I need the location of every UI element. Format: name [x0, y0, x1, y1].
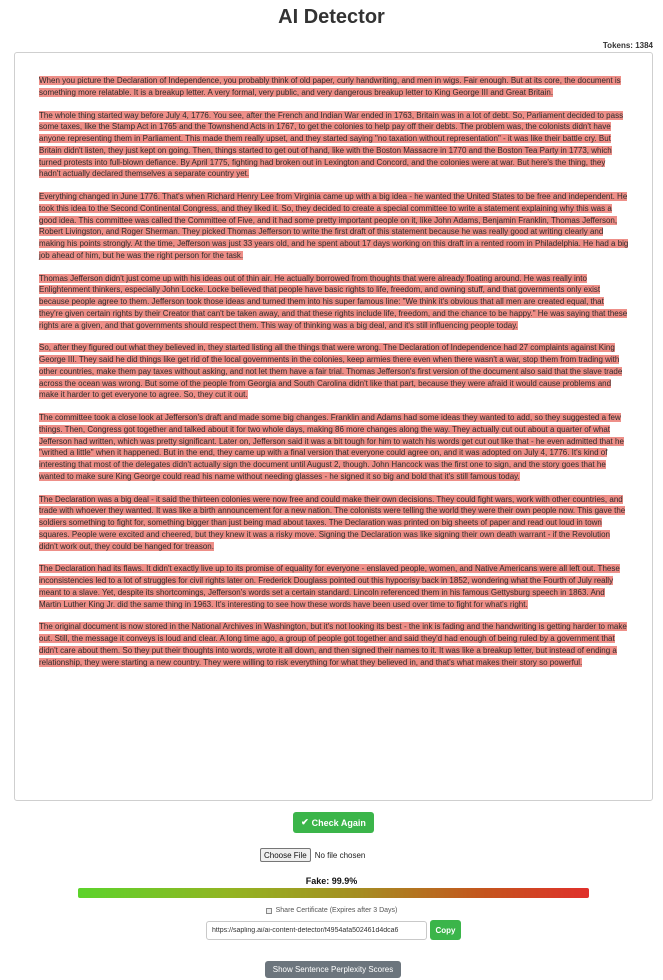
paragraph: [39, 621, 629, 668]
paragraph: [39, 563, 629, 610]
share-label: Share Certificate (Expires after 3 Days): [275, 907, 398, 914]
highlighted-text: When you picture the Declaration of Independence, you probably think of old paper, curly handwriting, and men in wigs. Fair enough. But at its core, the document is something more relatable. It is a breakup letter. A very formal, very public, and very dangerous breakup letter to King George III and Great Britain.: [39, 76, 621, 97]
file-upload: [260, 848, 365, 862]
highlighted-text: The original document is now stored in the National Archives in Washington, but it's not looking its best - the ink is fading and the handwriting is getting harder to make out. Still, the message it conveys is loud and clear. A long time ago, a group of people got together and said they'd had enough of being ruled by a government that didn't care about them. So they put their thoughts into words, wrote it all down, and then signed their names to it. It was like a breakup letter, but instead of ending a relationship, they were starting a new country. They were willing to risk everything for what they believed in, and that's what makes their story so powerful.: [39, 622, 627, 667]
page-title: AI Detector: [278, 6, 385, 28]
show-perplexity-button[interactable]: Show Sentence Perplexity Scores: [265, 961, 401, 978]
paragraph: [39, 75, 629, 99]
paragraph: [39, 273, 629, 332]
score-gradient-bar: [78, 888, 589, 898]
fake-score: Fake: 99.9%: [305, 876, 358, 886]
highlighted-text: Thomas Jefferson didn't just come up with his ideas out of thin air. He actually borrowed from thoughts that were already floating around. He was really into Enlightenment thinkers, especially John Locke. Locke believed that people have basic rights to life, freedom, and owning stuff, and that governments only exist because people agree to them. Jefferson took those ideas and turned them into his super famous line: "We think it's obvious that all men are created equal, that they're given certain rights by their Creator that can't be taken away, and that these rights include life, freedom, and the chance to be happy." He was saying that these rights are a given, and that governments should respect them. This way of thinking was a big deal, and it's still influencing people today.: [39, 273, 628, 330]
check-again-button[interactable]: [293, 812, 374, 833]
paragraph: [39, 110, 629, 181]
highlighted-text: The whole thing started way before July 4, 1776. You see, after the French and Indian War ended in 1763, Britain was in a lot of debt. So, Parliament decided to pass some taxes, like the Stamp Act in 1765 and the Townshend Acts in 1767, to get the colonies to help pay off their debts. The problem was, the colonists didn't have anyone representing them in Parliament. This made them really upset, and they started saying "no taxation without representation" - it was like their battle cry. But Britain didn't listen, they just kept on going. Then, things started to get out of hand, like with the Boston Massacre in 1770 and the Boston Tea Party in 1773, which turned protests into full-blown defiance. By April 1775, fighting had broken out in Lexington and Concord, and the colonies were at war. But here's the thing, they hadn't actually declared themselves a separate country yet.: [39, 110, 624, 179]
check-icon: ✔: [301, 817, 309, 827]
check-again-label: Check Again: [311, 817, 366, 828]
paragraph: [39, 412, 629, 483]
paragraph: [39, 494, 629, 553]
paragraph: [39, 191, 629, 262]
highlighted-text: The committee took a close look at Jefferson's draft and made some big changes. Franklin and Adams had some ideas they wanted to add, so they suggested a few things. Then, Congress got together and talked about it for two whole days, making 86 more changes along the way. They actually cut out about a quarter of what Jefferson had written, which was pretty significant. Later on, Jefferson said it was a bit tough for him to watch his words get cut out like that - he even admitted that he "writhed a little" when it happened. But in the end, they came up with a final version that everyone could agree on, and it was adopted on July 4, 1776. It's kind of interesting that most of the delegates didn't actually sign the document until August 2, though. John Hancock was the first one to sign, and the story goes that he wanted to make sure King George could read his name without needing glasses - he signed it so big and bold that it's still famous today.: [39, 413, 624, 481]
choose-file-button[interactable]: Choose File: [260, 848, 311, 862]
analyzed-text-box[interactable]: [14, 52, 653, 801]
share-certificate-row: [0, 907, 663, 914]
paragraph: [39, 342, 629, 401]
copy-button[interactable]: Copy: [430, 920, 461, 940]
highlighted-text: So, after they figured out what they believed in, they started listing all the things that were wrong. The Declaration of Independence had 27 complaints against King George III. They said he did things like get rid of the local governments in the colonies, keep armies there even when there wasn't a war, stop them from trading with other countries, make them pay taxes without asking, and not let them have a fair trial. Thomas Jefferson's first version of the document also said that the slave trade across the ocean was wrong. But some of the people from Georgia and South Carolina didn't like that part, because they were afraid it would cause problems and make it harder to get everyone to agree. So, they cut it out.: [39, 343, 623, 400]
highlighted-text: The Declaration was a big deal - it said the thirteen colonies were now free and could make their own decisions. They could fight wars, work with other countries, and trade with whoever they wanted. It was like a birth announcement for a new nation. The colonists were telling the world they were their own people now. This gave the soldiers something to fight for, something bigger than just being mad about taxes. The Declaration was printed on big sheets of paper and read out loud in town squares. People were excited and cheered, but they knew it was a risky move. Signing the Declaration was like signing their own death warrant - if the Revolution didn't work out, they could be hanged for treason.: [39, 494, 626, 551]
share-url-input[interactable]: [206, 921, 427, 940]
file-status: No file chosen: [314, 850, 366, 860]
highlighted-text: The Declaration had its flaws. It didn't exactly live up to its promise of equality for everyone - enslaved people, women, and Native Americans were all left out. These inconsistencies led to a lot of struggles for civil rights later on. Frederick Douglass pointed out this hypocrisy back in 1852, wondering what the Fourth of July really meant to a slave. Yet, despite its shortcomings, Jefferson's words set a certain standard. Lincoln referenced them in his famous Gettysburg speech in 1863. And Martin Luther King Jr. did the same thing in 1963. It's interesting to see how these words have been used over time to fight for what's right.: [39, 564, 620, 609]
token-count: Tokens: 1384: [602, 41, 653, 50]
share-checkbox[interactable]: [266, 908, 272, 914]
highlighted-text: Everything changed in June 1776. That's when Richard Henry Lee from Virginia came up with a big idea - he wanted the United States to be free and independent. He took this idea to the Second Continental Congress, and they liked it. So, they decided to create a special committee to write a statement explaining why this was a good idea. This committee was called the Committee of Five, and it had some pretty important people on it, like John Adams, Benjamin Franklin, Thomas Jefferson, Robert Livingston, and Roger Sherman. They picked Thomas Jefferson to write the first draft of this statement because he was really good at writing clearly and making his points strongly. At the time, Jefferson was just 33 years old, and he spent about 17 days working on this draft in a rented room in Philadelphia. He had a big job ahead of him, but he was the right person for the task.: [39, 192, 629, 260]
